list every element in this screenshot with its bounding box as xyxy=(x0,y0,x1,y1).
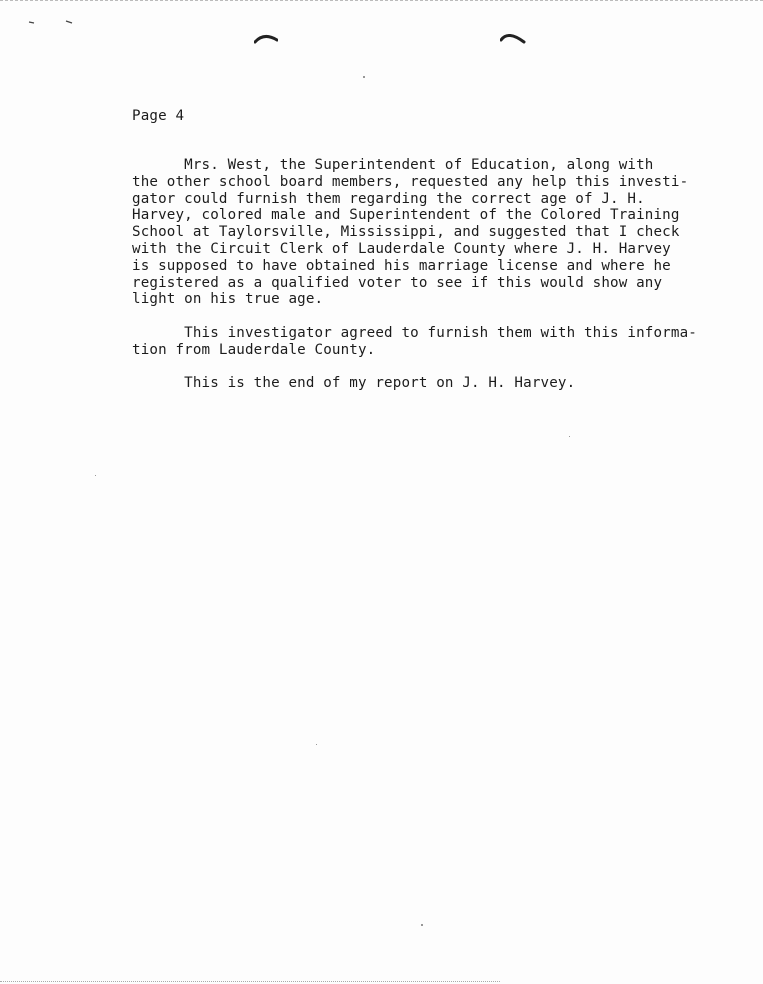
binding-mark-left-icon xyxy=(254,32,278,44)
scan-speck xyxy=(421,924,423,926)
text-line: Mrs. West, the Superintendent of Education, along with xyxy=(132,157,654,173)
scan-speck xyxy=(569,436,570,437)
text-line: light on his true age. xyxy=(132,291,324,308)
text-line: School at Taylorsville, Mississippi, and suggested that I check xyxy=(132,224,680,241)
paragraph-agreement xyxy=(132,325,697,359)
text-line: the other school board members, requested any help this investi- xyxy=(132,173,689,190)
text-line: This investigator agreed to furnish them with this informa- xyxy=(132,325,697,341)
scan-top-edge xyxy=(0,0,763,3)
page-label: Page 4 xyxy=(132,108,185,124)
text-line: tion from Lauderdale County. xyxy=(132,341,376,358)
text-line: Harvey, colored male and Superintendent of the Colored Training xyxy=(132,207,680,224)
binding-mark-right-icon xyxy=(500,30,526,44)
text-line: registered as a qualified voter to see if this would show any xyxy=(132,274,663,291)
scan-speck xyxy=(316,744,317,745)
text-line: with the Circuit Clerk of Lauderdale County where J. H. Harvey xyxy=(132,240,671,257)
scan-mark-icon xyxy=(28,18,78,28)
scan-speck xyxy=(95,475,96,476)
scan-speck xyxy=(363,76,365,78)
paragraph-closing xyxy=(132,375,575,392)
text-line: gator could furnish them regarding the correct age of J. H. xyxy=(132,190,645,207)
text-line: is supposed to have obtained his marriage license and where he xyxy=(132,257,671,274)
paragraph-request xyxy=(132,157,688,308)
text-line: This is the end of my report on J. H. Harvey. xyxy=(132,375,576,391)
